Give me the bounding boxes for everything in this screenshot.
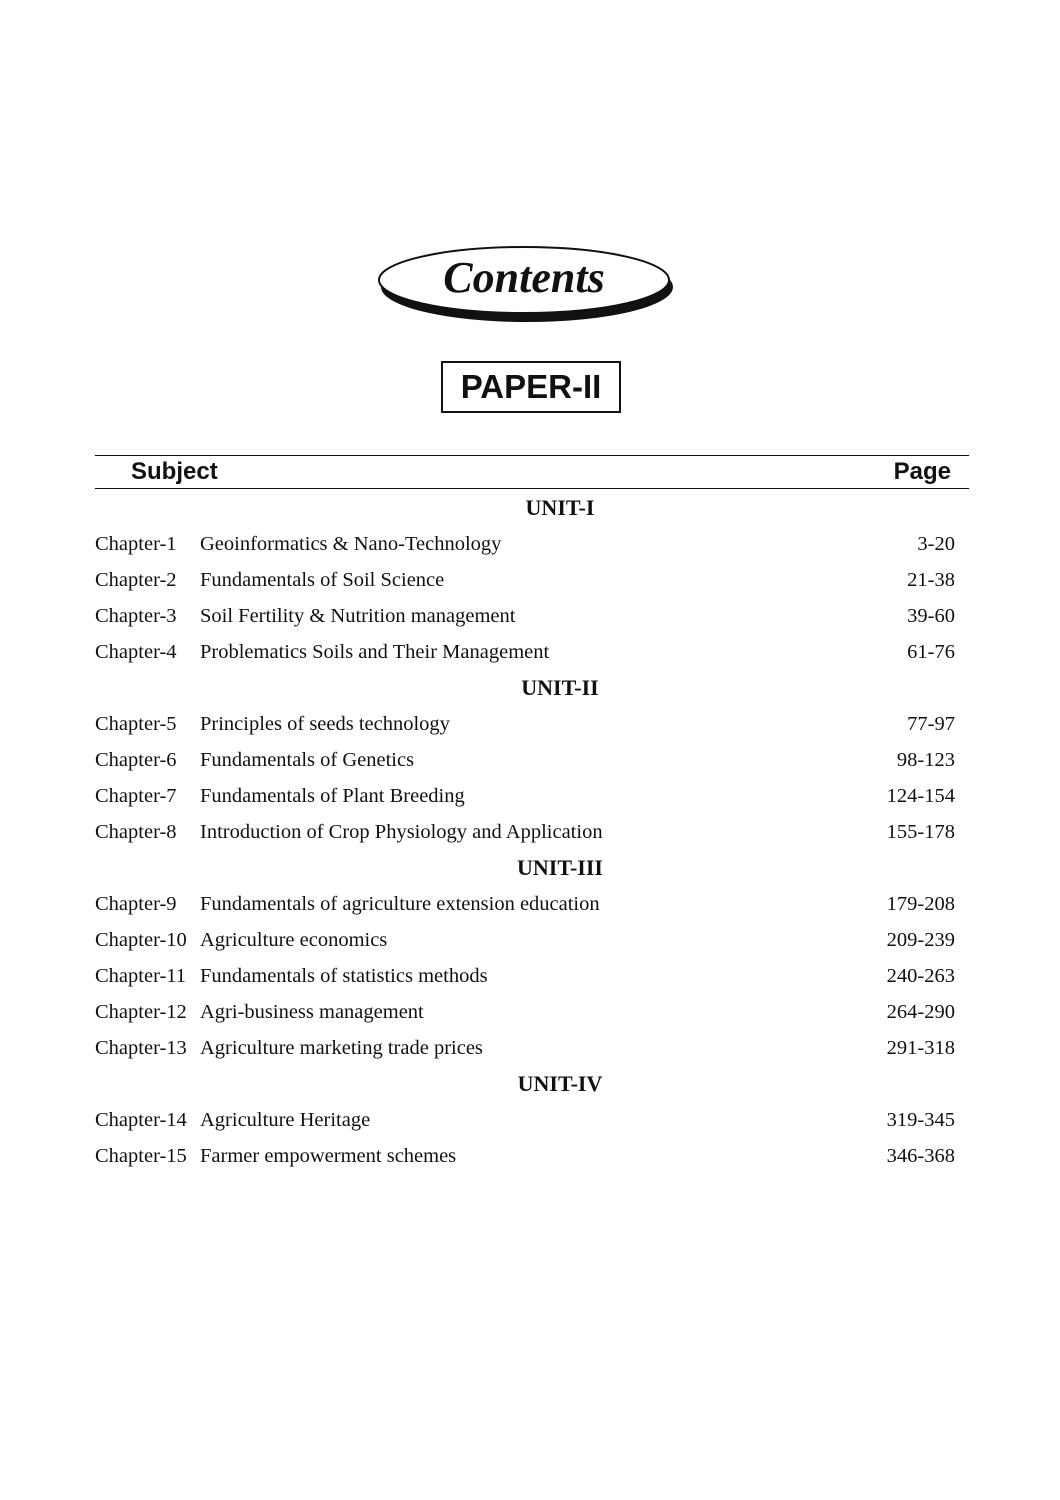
chapter-number: Chapter-2	[95, 569, 177, 591]
chapter-number: Chapter-4	[95, 641, 177, 663]
paper-label: PAPER-II	[441, 361, 621, 413]
chapter-pages: 155-178	[886, 821, 955, 843]
chapter-row[interactable]	[95, 814, 955, 850]
table-of-contents	[95, 490, 955, 1174]
chapter-pages: 61-76	[907, 641, 955, 663]
chapter-title: Agriculture Heritage	[200, 1109, 371, 1131]
unit-heading: UNIT-II	[521, 675, 599, 700]
chapter-title: Principles of seeds technology	[200, 713, 450, 735]
chapter-row[interactable]	[95, 1102, 955, 1138]
chapter-row[interactable]	[95, 598, 955, 634]
header-bottom-rule	[95, 488, 969, 489]
chapter-pages: 291-318	[886, 1037, 955, 1059]
chapter-number: Chapter-9	[95, 893, 177, 915]
chapter-pages: 209-239	[886, 929, 955, 951]
chapter-row[interactable]	[95, 1030, 955, 1066]
chapter-row[interactable]	[95, 706, 955, 742]
chapter-title: Agri-business management	[200, 1001, 424, 1023]
chapter-title: Agriculture marketing trade prices	[200, 1037, 483, 1059]
chapter-number: Chapter-6	[95, 749, 177, 771]
chapter-row[interactable]	[95, 994, 955, 1030]
chapter-number: Chapter-15	[95, 1145, 187, 1167]
chapter-pages: 21-38	[907, 569, 955, 591]
chapter-pages: 98-123	[896, 749, 955, 771]
unit-heading: UNIT-III	[516, 855, 603, 880]
chapter-title: Fundamentals of Genetics	[200, 749, 415, 771]
header-top-rule	[95, 455, 969, 456]
chapter-number: Chapter-10	[95, 929, 187, 951]
chapter-pages: 3-20	[917, 533, 955, 555]
chapter-pages: 240-263	[886, 965, 955, 987]
chapter-number: Chapter-14	[95, 1109, 187, 1131]
chapter-title: Problematics Soils and Their Management	[200, 641, 550, 663]
chapter-pages: 39-60	[907, 605, 955, 627]
contents-heading: Contents	[443, 253, 605, 302]
chapter-pages: 77-97	[907, 713, 955, 735]
chapter-row[interactable]	[95, 958, 955, 994]
contents-badge	[377, 244, 675, 326]
chapter-row[interactable]	[95, 742, 955, 778]
chapter-title: Fundamentals of statistics methods	[200, 965, 488, 987]
chapter-number: Chapter-1	[95, 533, 177, 555]
chapter-pages: 319-345	[886, 1109, 955, 1131]
chapter-pages: 346-368	[886, 1145, 955, 1167]
chapter-title: Agriculture economics	[200, 929, 388, 951]
chapter-pages: 264-290	[886, 1001, 955, 1023]
chapter-title: Geoinformatics & Nano-Technology	[200, 533, 502, 555]
chapter-number: Chapter-8	[95, 821, 177, 843]
chapter-number: Chapter-7	[95, 785, 177, 807]
chapter-pages: 179-208	[886, 893, 955, 915]
chapter-row[interactable]	[95, 526, 955, 562]
chapter-title: Fundamentals of agriculture extension education	[200, 893, 600, 915]
chapter-row[interactable]	[95, 886, 955, 922]
chapter-row[interactable]	[95, 1138, 955, 1174]
chapter-title: Introduction of Crop Physiology and Application	[200, 821, 603, 843]
page-column-header: Page	[893, 458, 951, 485]
chapter-number: Chapter-13	[95, 1037, 187, 1059]
unit-heading: UNIT-I	[525, 495, 595, 520]
chapter-number: Chapter-3	[95, 605, 177, 627]
subject-column-header: Subject	[131, 458, 218, 485]
chapter-title: Fundamentals of Plant Breeding	[200, 785, 465, 807]
chapter-title: Soil Fertility & Nutrition management	[200, 605, 516, 627]
chapter-title: Farmer empowerment schemes	[200, 1145, 457, 1167]
chapter-row[interactable]	[95, 922, 955, 958]
unit-heading: UNIT-IV	[517, 1071, 603, 1096]
chapter-pages: 124-154	[886, 785, 955, 807]
chapter-row[interactable]	[95, 634, 955, 670]
chapter-row[interactable]	[95, 562, 955, 598]
chapter-row[interactable]	[95, 778, 955, 814]
chapter-number: Chapter-5	[95, 713, 177, 735]
chapter-number: Chapter-11	[95, 965, 187, 987]
chapter-number: Chapter-12	[95, 1001, 187, 1023]
chapter-title: Fundamentals of Soil Science	[200, 569, 445, 591]
